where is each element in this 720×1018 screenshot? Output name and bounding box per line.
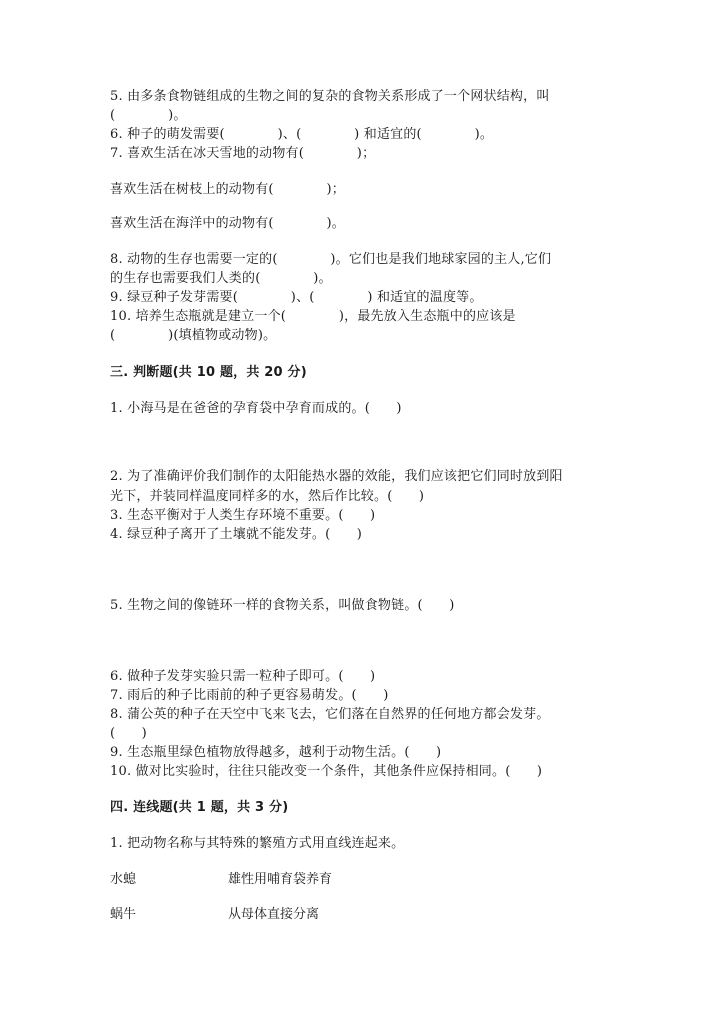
question-8-line-2: 的生存也需要我们人类的( )。 — [110, 271, 332, 286]
question-5-line-2: ( )。 — [110, 108, 187, 123]
match-question-1: 1. 把动物名称与其特殊的繁殖方式用直线连起来。 — [110, 836, 405, 851]
question-7-line-1: 7. 喜欢生活在冰天雪地的动物有( )； — [110, 146, 376, 161]
question-7-line-2: 喜欢生活在树枝上的动物有( )； — [110, 182, 345, 197]
question-6: 6. 种子的萌发需要( )、( ) 和适宜的( )。 — [110, 127, 494, 142]
judge-section-heading: 三. 判断题(共 10 题，共 20 分) — [110, 365, 307, 380]
question-10-line-2: ( )(填植物或动物)。 — [110, 328, 277, 343]
judge-question-7: 7. 雨后的种子比雨前的种子更容易萌发。( ) — [110, 688, 389, 703]
judge-question-2-line-2: 光下，并装同样温度同样多的水，然后作比较。( ) — [110, 489, 425, 504]
judge-question-8-line-2: ( ) — [110, 726, 147, 741]
match-method: 雄性用哺育袋养育 — [228, 872, 333, 887]
judge-question-8-line-1: 8. 蒲公英的种子在天空中飞来飞去，它们落在自然界的任何地方都会发芽。 — [110, 707, 550, 722]
judge-question-1: 1. 小海马是在爸爸的孕育袋中孕育而成的。( ) — [110, 401, 402, 416]
question-8-line-1: 8. 动物的生存也需要一定的( )。它们也是我们地球家园的主人,它们 — [110, 252, 552, 267]
question-10-line-1: 10. 培养生态瓶就是建立一个( )，最先放入生态瓶中的应该是 — [110, 309, 516, 324]
judge-question-4: 4. 绿豆种子离开了土壤就不能发芽。( ) — [110, 527, 363, 542]
question-5-line-1: 5. 由多条食物链组成的生物之间的复杂的食物关系形成了一个网状结构，叫 — [110, 89, 550, 104]
judge-question-9: 9. 生态瓶里绿色植物放得越多，越利于动物生活。( ) — [110, 745, 442, 760]
judge-question-2-line-1: 2. 为了准确评价我们制作的太阳能热水器的效能，我们应该把它们同时放到阳 — [110, 469, 563, 484]
judge-question-6: 6. 做种子发芽实验只需一粒种子即可。( ) — [110, 669, 376, 684]
match-animal: 水螅 — [110, 872, 137, 887]
match-section-heading: 四. 连线题(共 1 题，共 3 分) — [110, 800, 289, 815]
judge-question-10: 10. 做对比实验时，往往只能改变一个条件，其他条件应保持相同。( ) — [110, 764, 543, 779]
match-animal: 蜗牛 — [110, 907, 137, 922]
question-7-line-3: 喜欢生活在海洋中的动物有( )。 — [110, 216, 345, 231]
question-9: 9. 绿豆种子发芽需要( )、( ) 和适宜的温度等。 — [110, 290, 483, 305]
judge-question-3: 3. 生态平衡对于人类生存环境不重要。( ) — [110, 508, 376, 523]
match-method: 从母体直接分离 — [228, 907, 320, 922]
judge-question-5: 5. 生物之间的像链环一样的食物关系，叫做食物链。( ) — [110, 598, 455, 613]
